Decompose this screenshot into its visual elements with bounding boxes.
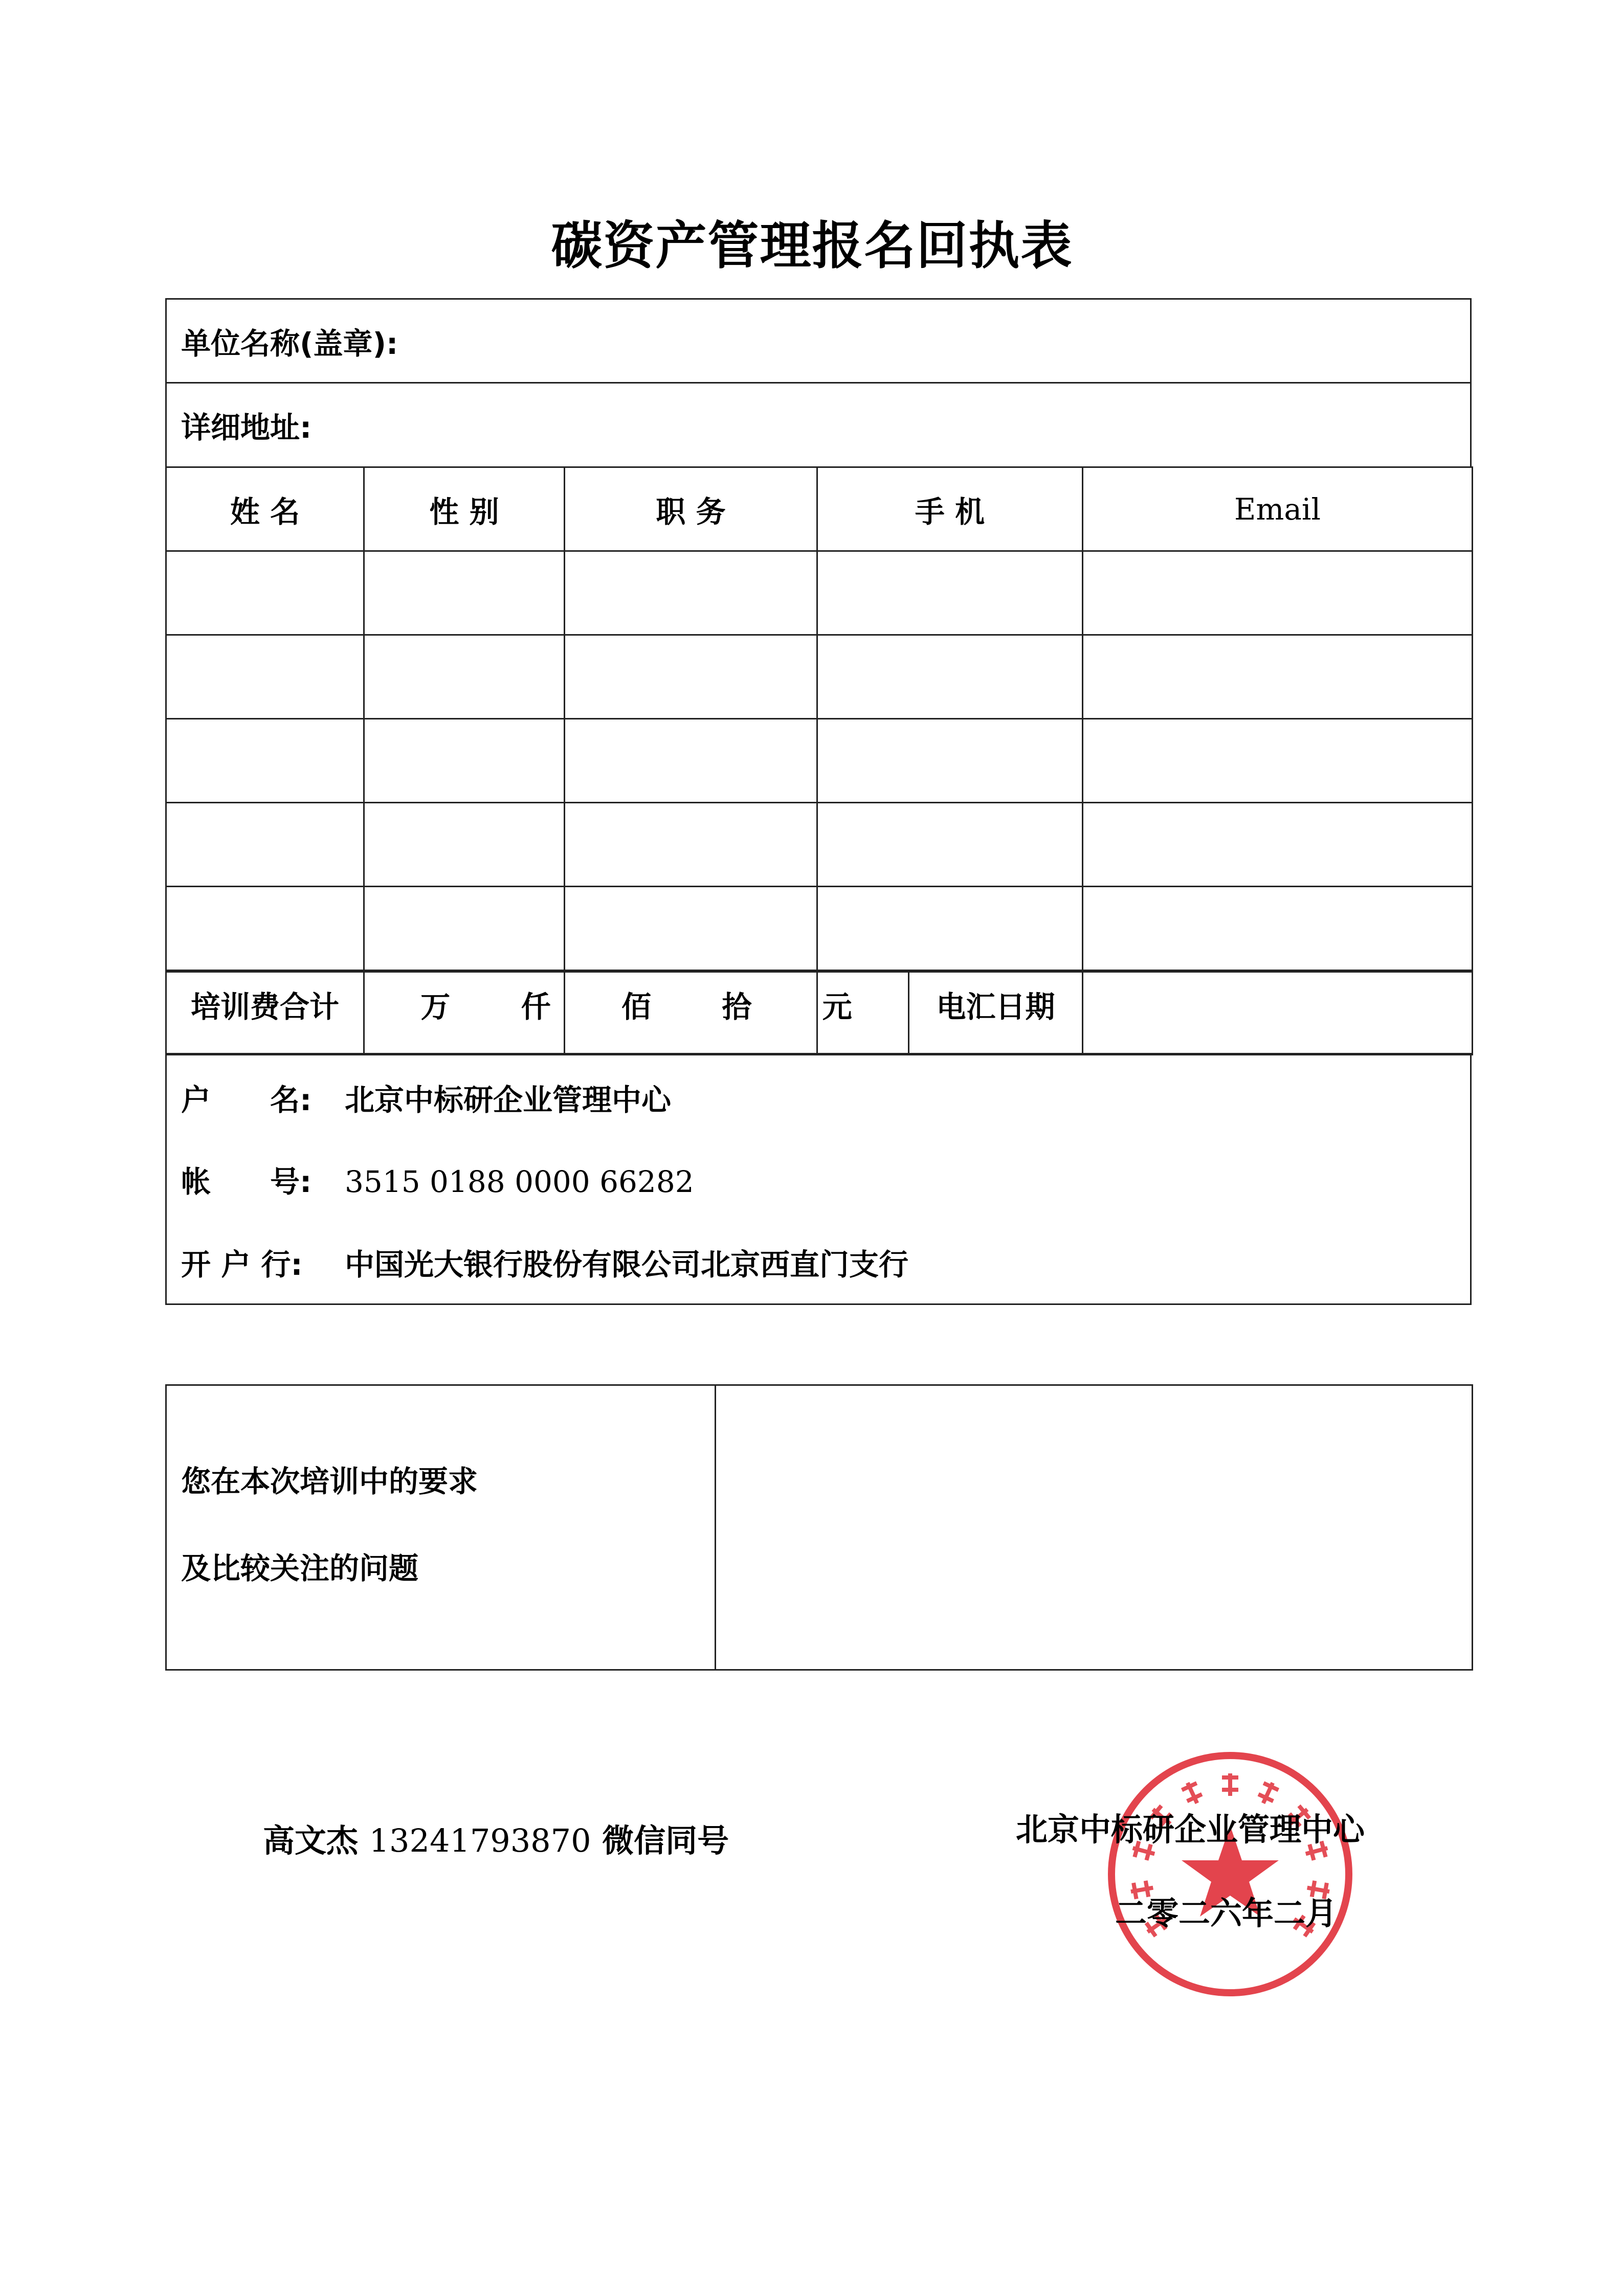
- attendee-mobile-cell[interactable]: [817, 887, 1083, 971]
- col-header-position: 职 务: [565, 467, 817, 551]
- attendee-email-cell[interactable]: [1083, 887, 1473, 971]
- question-label-2: 及比较关注的问题: [181, 1551, 419, 1586]
- col-header-mobile: 手 机: [817, 467, 1083, 551]
- attendee-header-row: [166, 467, 1473, 551]
- account-name-label: 户 名:: [181, 1083, 312, 1117]
- contact-note: 微信同号: [602, 1822, 729, 1859]
- attendee-position-cell[interactable]: [565, 551, 817, 635]
- attendee-email-cell[interactable]: [1083, 719, 1473, 803]
- unit-yuan: 元: [822, 989, 852, 1024]
- attendee-row: [166, 551, 1473, 635]
- attendee-name-cell[interactable]: [166, 551, 364, 635]
- attendee-gender-cell[interactable]: [364, 635, 565, 719]
- remit-date-field[interactable]: [1083, 972, 1473, 1055]
- attendee-email-cell[interactable]: [1083, 551, 1473, 635]
- contact-phone: 13241793870: [369, 1822, 591, 1859]
- attendee-mobile-cell[interactable]: [817, 803, 1083, 887]
- unit-info-table: [165, 298, 1472, 468]
- attendee-gender-cell[interactable]: [364, 887, 565, 971]
- attendee-email-cell[interactable]: [1083, 635, 1473, 719]
- bank-info: [167, 1055, 1470, 1303]
- contact-name: 高文杰: [263, 1822, 359, 1859]
- unit-wan: 万: [420, 989, 451, 1024]
- bank-branch-label: 开 户 行:: [181, 1247, 303, 1282]
- question-label-1: 您在本次培训中的要求: [181, 1464, 478, 1499]
- attendee-position-cell[interactable]: [565, 887, 817, 971]
- bank-branch: 中国光大银行股份有限公司北京西直门支行: [345, 1247, 909, 1282]
- attendee-name-cell[interactable]: [166, 635, 364, 719]
- fee-table: [165, 971, 1473, 1055]
- attendee-gender-cell[interactable]: [364, 803, 565, 887]
- seal-glyph-mark: [1222, 1773, 1238, 1796]
- col-header-email: Email: [1083, 467, 1473, 551]
- address-field[interactable]: 详细地址:: [166, 383, 1471, 467]
- account-number-label: 帐 号:: [181, 1164, 312, 1199]
- bank-branch-line: [181, 1241, 908, 1284]
- col-header-name: 姓 名: [166, 467, 364, 551]
- attendee-row: [166, 887, 1473, 971]
- unit-shi: 拾: [722, 989, 752, 1024]
- attendee-table: [165, 466, 1473, 1054]
- company-seal-icon: [1105, 1749, 1355, 1999]
- question-answer-field[interactable]: [716, 1385, 1473, 1670]
- attendee-mobile-cell[interactable]: [817, 635, 1083, 719]
- attendee-name-cell[interactable]: [166, 803, 364, 887]
- question-table: [165, 1384, 1473, 1671]
- unit-bai: 佰: [621, 989, 651, 1024]
- seal-glyph-mark: [1180, 1780, 1205, 1807]
- account-name-line: [181, 1076, 671, 1119]
- bank-table: [165, 1054, 1472, 1305]
- seal-glyph-mark: [1256, 1780, 1280, 1807]
- attendee-position-cell[interactable]: [565, 803, 817, 887]
- page-title: 碳资产管理报名回执表: [551, 216, 1073, 276]
- account-number: 3515 0188 0000 66282: [345, 1164, 694, 1199]
- attendee-mobile-cell[interactable]: [817, 551, 1083, 635]
- fee-amount-field[interactable]: [364, 972, 909, 1055]
- issue-date: 二零二六年二月: [1115, 1895, 1338, 1932]
- attendee-row: [166, 803, 1473, 887]
- remit-date-label: 电汇日期: [909, 972, 1083, 1055]
- col-header-gender: 性 别: [364, 467, 565, 551]
- attendee-row: [166, 635, 1473, 719]
- unit-name-field[interactable]: 单位名称(盖章):: [166, 299, 1471, 383]
- attendee-name-cell[interactable]: [166, 887, 364, 971]
- account-number-line: [181, 1158, 694, 1201]
- attendee-position-cell[interactable]: [565, 635, 817, 719]
- attendee-name-cell[interactable]: [166, 719, 364, 803]
- attendee-email-cell[interactable]: [1083, 803, 1473, 887]
- unit-qian: 仟: [521, 989, 551, 1024]
- attendee-gender-cell[interactable]: [364, 719, 565, 803]
- contact-info: [263, 1815, 729, 1861]
- account-name: 北京中标研企业管理中心: [345, 1083, 672, 1117]
- attendee-gender-cell[interactable]: [364, 551, 565, 635]
- attendee-mobile-cell[interactable]: [817, 719, 1083, 803]
- attendee-row: [166, 719, 1473, 803]
- issuer-org: 北京中标研企业管理中心: [1016, 1811, 1365, 1848]
- attendee-position-cell[interactable]: [565, 719, 817, 803]
- fee-total-label: 培训费合计: [166, 972, 364, 1055]
